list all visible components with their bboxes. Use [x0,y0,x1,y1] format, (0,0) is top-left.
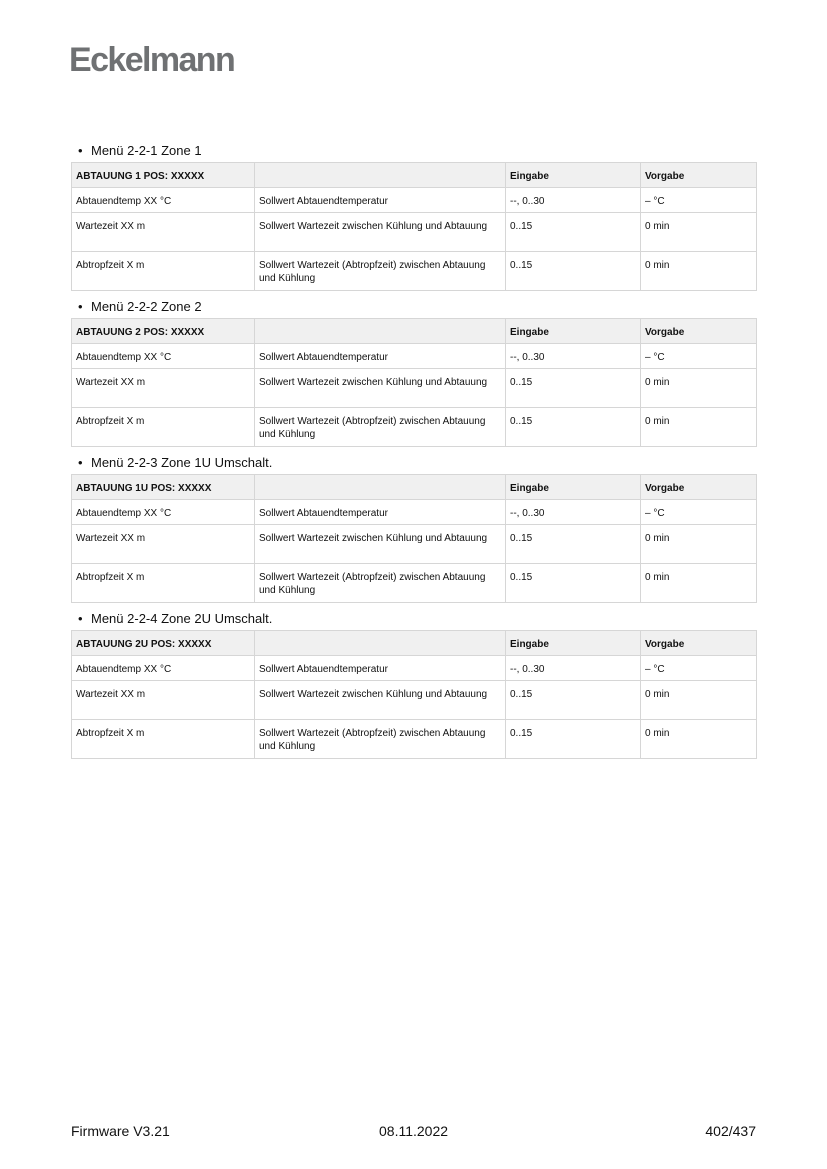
table-row: Abtauendtemp XX °C Sollwert Abtauendtemperatur --, 0..30 – °C [72,188,757,213]
section-heading: • Menü 2-2-2 Zone 2 [78,299,202,314]
table-row: Abtropfzeit X m Sollwert Wartezeit (Abtropfzeit) zwischen Abtauung und Kühlung 0..15 0 min [72,408,757,447]
column-eingabe: Eingabe [506,631,641,656]
logo: Eckelmann [69,41,235,79]
bullet-icon: • [78,299,83,314]
table-row: Wartezeit XX m Sollwert Wartezeit zwischen Kühlung und Abtauung 0..15 0 min [72,525,757,564]
table-row: Abtauendtemp XX °C Sollwert Abtauendtemperatur --, 0..30 – °C [72,344,757,369]
parameter-table [71,318,757,447]
bullet-icon: • [78,611,83,626]
table-title: ABTAUUNG 1U POS: XXXXX [72,475,255,500]
footer-page-number: 402/437 [705,1123,756,1139]
table-title: ABTAUUNG 2 POS: XXXXX [72,319,255,344]
table-row: Wartezeit XX m Sollwert Wartezeit zwischen Kühlung und Abtauung 0..15 0 min [72,681,757,720]
bullet-icon: • [78,143,83,158]
column-eingabe: Eingabe [506,475,641,500]
footer-date: 08.11.2022 [379,1123,449,1139]
table-title: ABTAUUNG 2U POS: XXXXX [72,631,255,656]
section-heading: • Menü 2-2-4 Zone 2U Umschalt. [78,611,273,626]
table-row: Abtropfzeit X m Sollwert Wartezeit (Abtropfzeit) zwischen Abtauung und Kühlung 0..15 0 min [72,564,757,603]
parameter-table [71,162,757,291]
menu-section [71,142,756,291]
menu-section [71,298,756,447]
section-heading: • Menü 2-2-1 Zone 1 [78,143,202,158]
table-title: ABTAUUNG 1 POS: XXXXX [72,163,255,188]
menu-section [71,454,756,603]
column-eingabe: Eingabe [506,319,641,344]
table-header-row [72,475,757,500]
bullet-icon: • [78,455,83,470]
column-eingabe: Eingabe [506,163,641,188]
table-row: Abtropfzeit X m Sollwert Wartezeit (Abtropfzeit) zwischen Abtauung und Kühlung 0..15 0 min [72,720,757,759]
table-row: Abtauendtemp XX °C Sollwert Abtauendtemperatur --, 0..30 – °C [72,500,757,525]
table-row: Wartezeit XX m Sollwert Wartezeit zwischen Kühlung und Abtauung 0..15 0 min [72,213,757,252]
table-header-row [72,319,757,344]
menu-section [71,610,756,759]
column-vorgabe: Vorgabe [641,631,757,656]
column-vorgabe: Vorgabe [641,319,757,344]
table-row: Abtropfzeit X m Sollwert Wartezeit (Abtropfzeit) zwischen Abtauung und Kühlung 0..15 0 min [72,252,757,291]
table-row: Wartezeit XX m Sollwert Wartezeit zwischen Kühlung und Abtauung 0..15 0 min [72,369,757,408]
table-header-row [72,631,757,656]
table-row: Abtauendtemp XX °C Sollwert Abtauendtemperatur --, 0..30 – °C [72,656,757,681]
parameter-table [71,474,757,603]
column-vorgabe: Vorgabe [641,163,757,188]
table-header-row [72,163,757,188]
column-vorgabe: Vorgabe [641,475,757,500]
footer-firmware: Firmware V3.21 [71,1123,170,1139]
section-heading: • Menü 2-2-3 Zone 1U Umschalt. [78,455,273,470]
parameter-table [71,630,757,759]
